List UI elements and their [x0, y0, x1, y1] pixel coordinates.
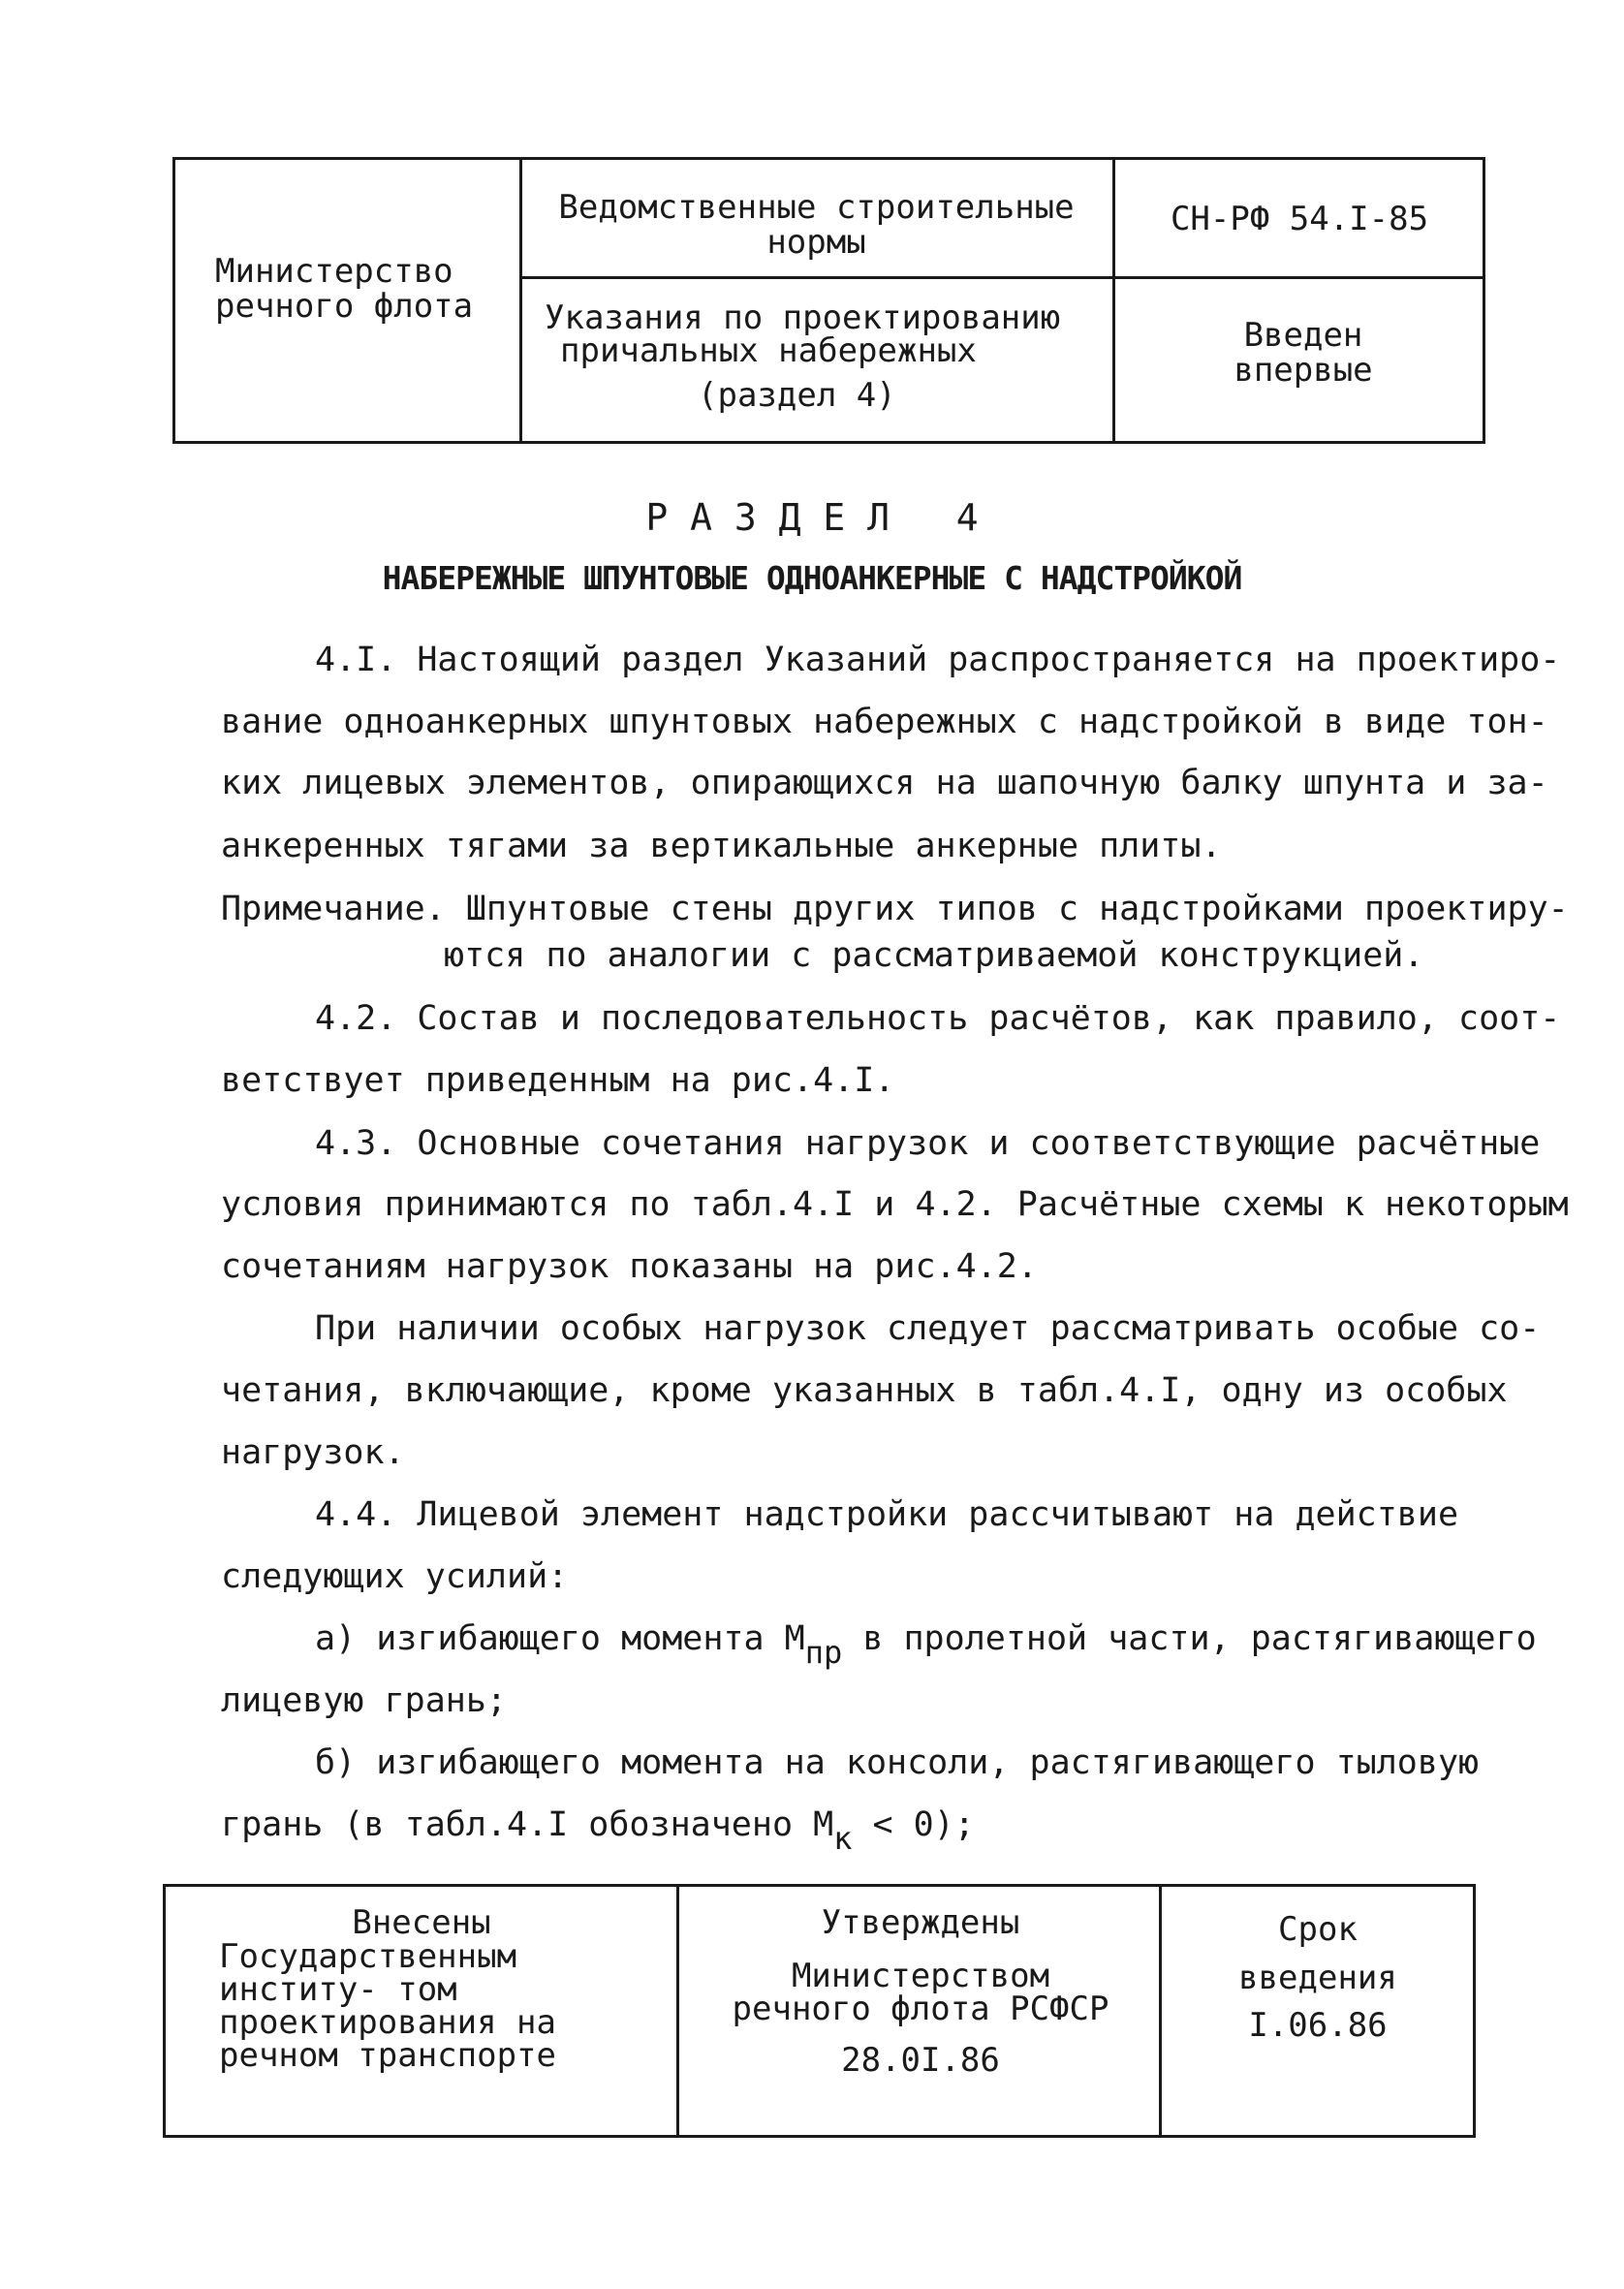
approved-label: Утверждены [821, 1903, 1020, 1942]
introduced-by: Государственным институ- том проектирования на речном транспорте [219, 1937, 556, 2075]
p3-line3: сочетаниям нагрузок показаны на рис.4.2. [221, 1247, 1038, 1286]
item-b-line1: б) изгибающего момента на консоли, растягивающего тыловую [315, 1743, 1480, 1782]
doc-title-line3: (раздел 4) [698, 376, 896, 415]
doc-status: Введен впервые [1234, 316, 1373, 390]
doc-title-line1: Указания по проектированию [545, 298, 1061, 337]
ministry-name: Министерство речного флота [215, 252, 474, 326]
p4-line2: четания, включающие, кроме указанных в табл.4.I, одну из особых [221, 1371, 1508, 1410]
note-line2: ются по аналогии с рассматриваемой конструкцией. [444, 936, 1424, 975]
section-subtitle: НАБЕРЕЖНЫЕ ШПУНТОВЫЕ ОДНОАНКЕРНЫЕ С НАДСТРОЙКОЙ [382, 559, 1242, 597]
p1-line2: вание одноанкерных шпунтовых набережных с надстройкой в виде тон- [221, 703, 1548, 741]
note-line1: Примечание. Шпунтовые стены других типов с надстройками проектиру- [221, 890, 1569, 928]
item-b-text-rest: < 0); [852, 1805, 975, 1844]
section-heading: Р А З Д Е Л 4 [645, 496, 979, 539]
doc-title-line2: причальных набережных [560, 331, 977, 370]
p3-line1: 4.3. Основные сочетания нагрузок и соответствующие расчётные [315, 1124, 1541, 1163]
term-label: Срок введения [1238, 1910, 1397, 1997]
p4-line3: нагрузок. [221, 1433, 405, 1472]
item-a-text: а) изгибающего момента M [315, 1619, 805, 1658]
item-b-line2 [221, 1805, 1481, 1857]
item-a-line1 [315, 1619, 1575, 1671]
term-date: I.06.86 [1248, 2006, 1388, 2045]
item-a-line2: лицевую грань; [221, 1681, 508, 1720]
moment-subscript-pr: пр [804, 1634, 843, 1671]
p1-line4: анкеренных тягами за вертикальные анкерные плиты. [221, 827, 1222, 865]
p1-line1: 4.I. Настоящий раздел Указаний распространяется на проектиро- [315, 641, 1561, 679]
doc-type: Ведомственные строительные нормы [558, 188, 1075, 262]
doc-code: СН-РФ 54.I-85 [1170, 200, 1429, 238]
p1-line3: ких лицевых элементов, опирающихся на шапочную балку шпунта и за- [221, 764, 1548, 802]
approved-by: Министерством речного флота РСФСР [732, 1957, 1109, 2028]
introduced-label: Внесены [352, 1903, 491, 1942]
item-a-text-rest: в пролетной части, растягивающего [842, 1619, 1537, 1658]
p2-line2: ветствует приведенным на рис.4.I. [221, 1061, 895, 1100]
p5-line1: 4.4. Лицевой элемент надстройки рассчитывают на действие [315, 1495, 1459, 1534]
moment-subscript-k: к [833, 1820, 853, 1857]
item-b-text: грань (в табл.4.I обозначено M [221, 1805, 834, 1844]
approved-date: 28.0I.86 [841, 2041, 1000, 2080]
p2-line1: 4.2. Состав и последовательность расчётов, как правило, соот- [315, 999, 1561, 1038]
p4-line1: При наличии особых нагрузок следует рассматривать особые со- [315, 1309, 1541, 1348]
p3-line2: условия принимаются по табл.4.I и 4.2. Расчётные схемы к некоторым [221, 1185, 1569, 1224]
p5-line2: следующих усилий: [221, 1557, 569, 1596]
